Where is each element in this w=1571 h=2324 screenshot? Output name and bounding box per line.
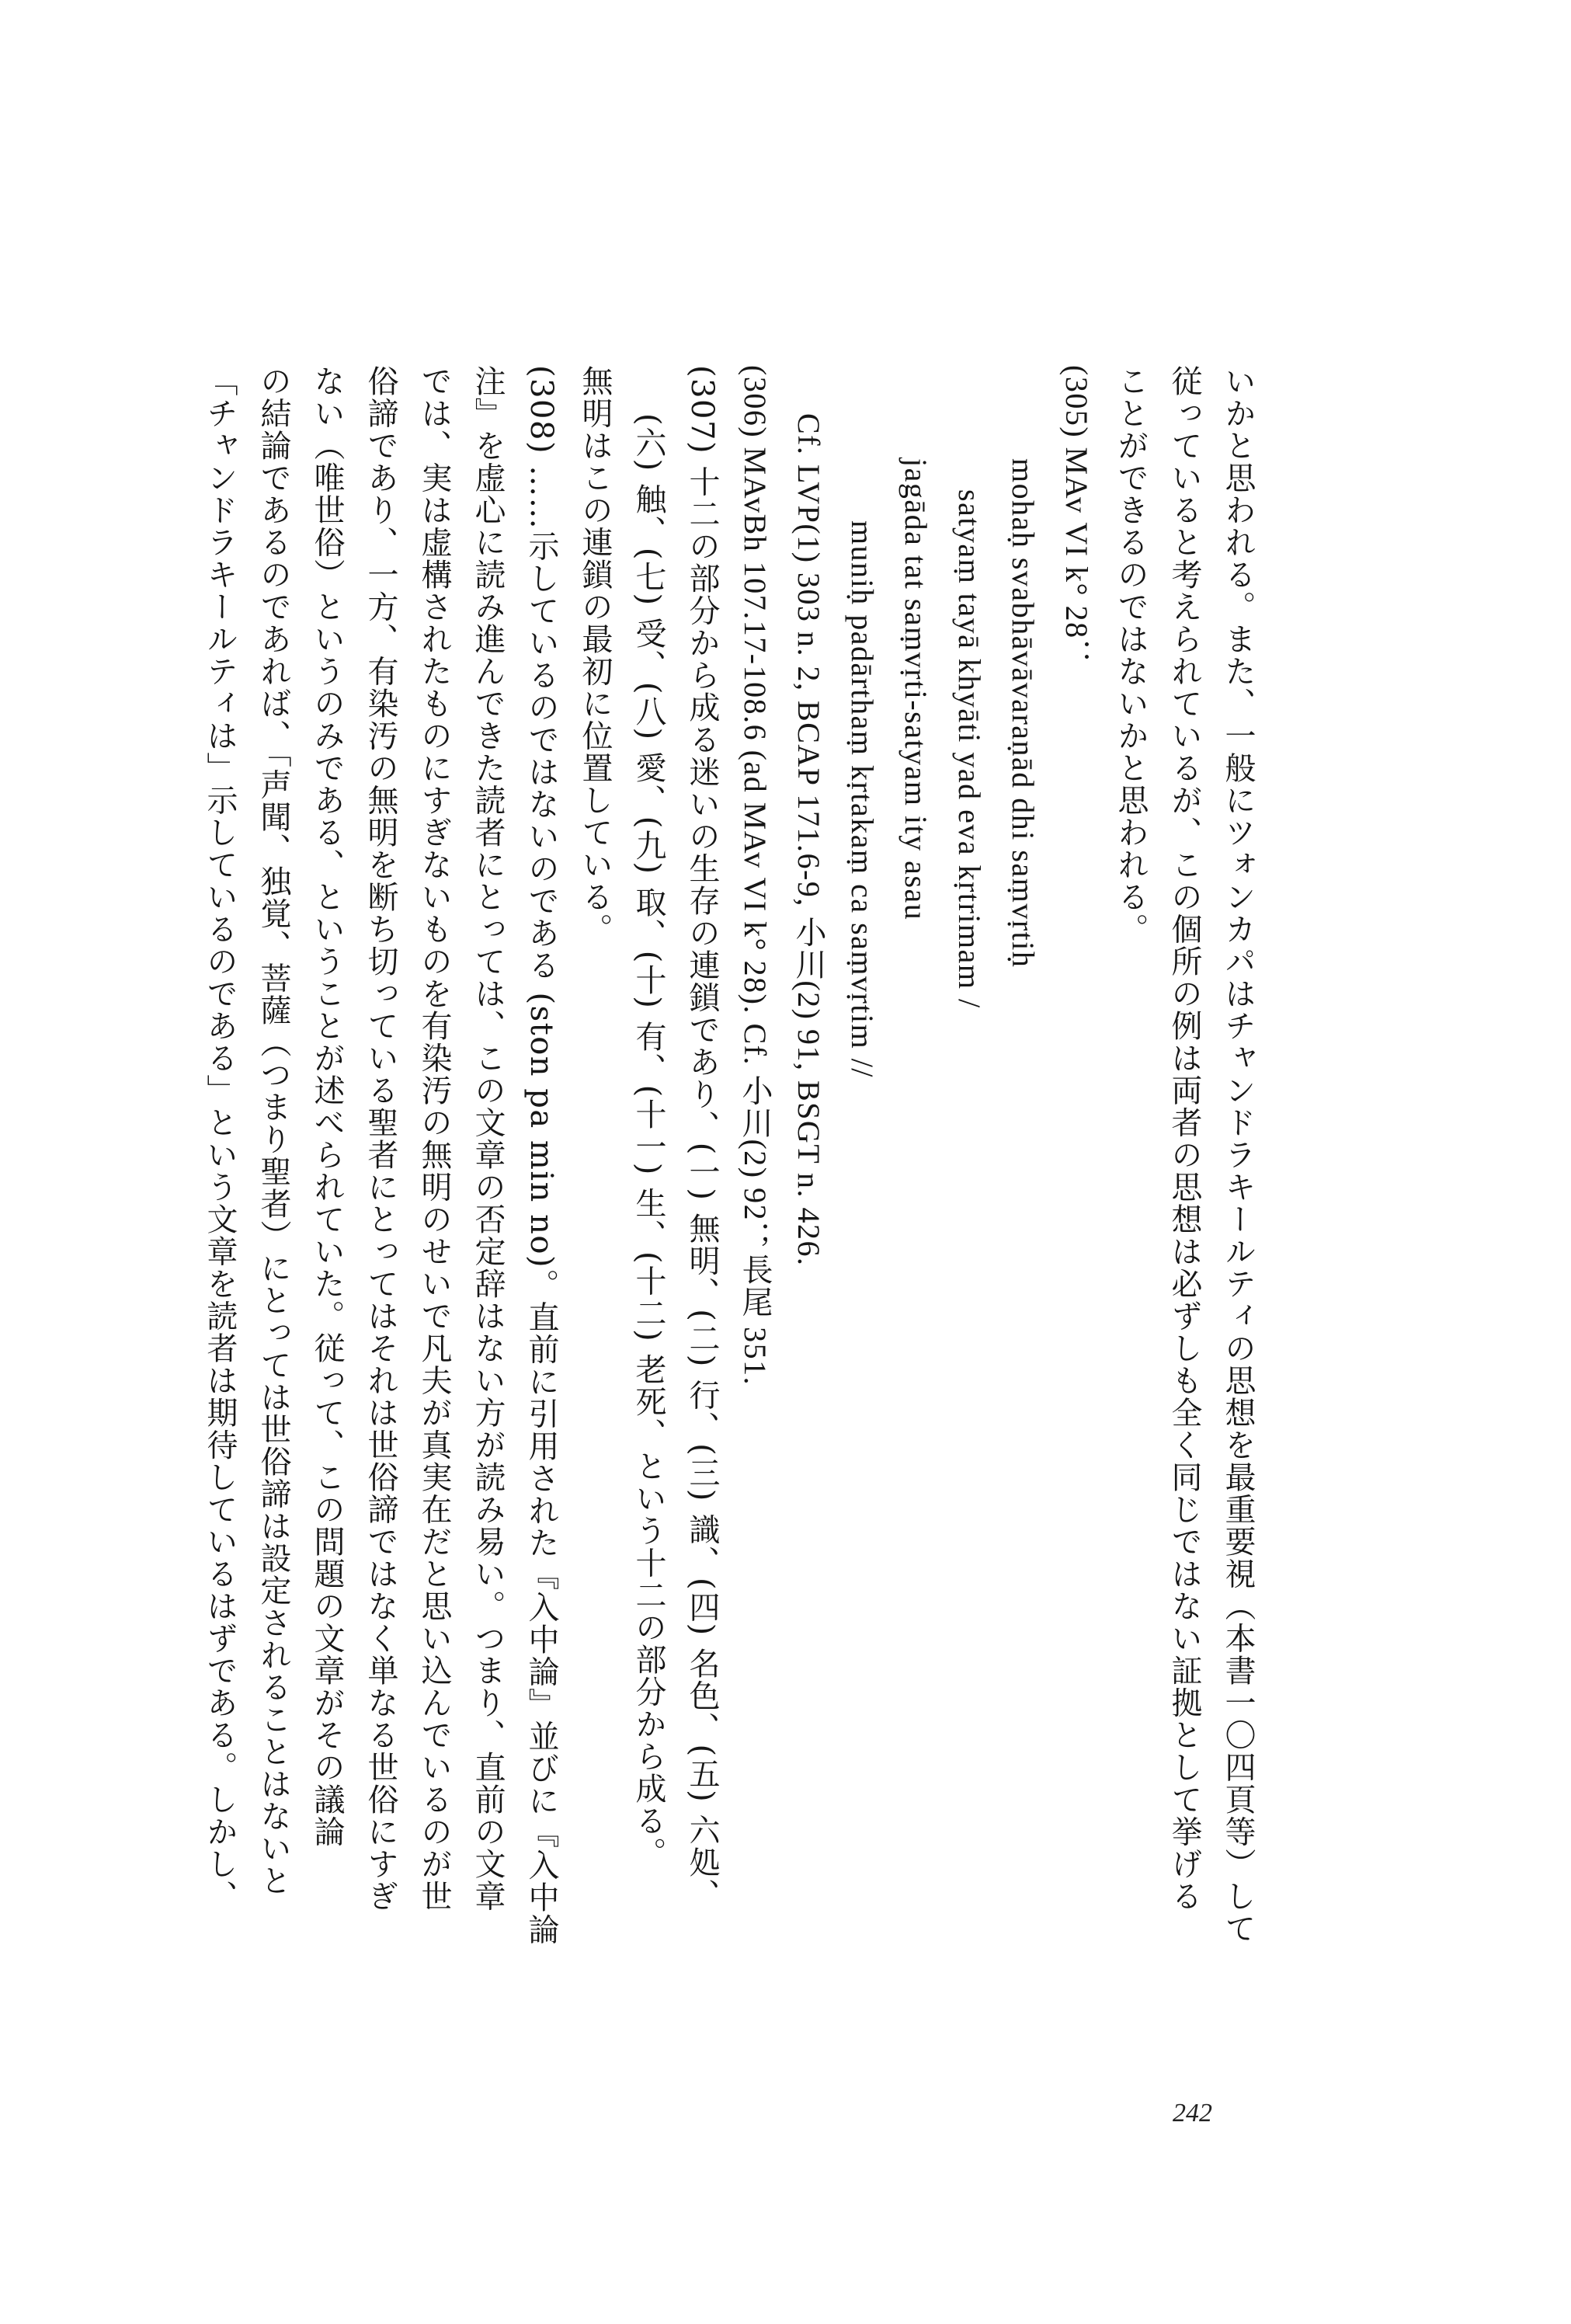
verse-line-4: muniḥ padārthaṃ kṛtakaṃ ca saṃvṛtim // [845, 520, 880, 1078]
text-line: の結論であるのであれば、「声聞、独覚、菩薩（つまり聖者）にとっては世俗諦は設定されることはないと [255, 365, 291, 1897]
text-line: ことができるのではないかと思われる。 [1113, 365, 1149, 945]
text-line: ない（唯世俗）というのみである、ということが述べられていた。従って、この問題の文章がその議論 [309, 365, 345, 1848]
text-line: 従っていると考えられているが、この個所の例は両者の思想は必ずしも全く同じではない証拠として挙げる [1166, 365, 1202, 1912]
text-line: (六) 触、(七) 受、(八) 愛、(九) 取、(十) 有、(十一) 生、(十二) 老死、という十二の部分から成る。 [631, 413, 666, 1870]
note-307: (307) 十二の部分から成る迷いの生存の連鎖であり、(一) 無明、(二) 行、(三) 識、(四) 名色、(五) 六処、 [684, 365, 720, 1911]
note-308: (308) ……示しているのではないのである (ston pa min no)。直前に引用された『入中論』並びに『入中論 [523, 365, 559, 1946]
text-line: 注』を虚心に読み進んできた読者にとっては、この文章の否定辞はない方が読み易い。つまり、直前の文章 [470, 365, 506, 1912]
footnote-text-block [193, 365, 1264, 2097]
note-306: (306) MAvBh 107.17-108.6 (ad MAv VI k° 28). Cf. 小川(2) 92；長尾 351. [738, 365, 773, 1386]
verse-line-2: satyaṃ tayā khyāti yad eva kṛtrimam / [952, 489, 987, 1009]
text-line: 「チャンドラキールティは」示しているのである」という文章を読者は期待しているはずである。しかし、 [202, 365, 238, 1912]
text-line: いかと思われる。また、一般にツォンカパはチャンドラキールティの思想を最重要視（本書一〇四頁等）して [1220, 365, 1256, 1945]
text-line: 無明はこの連鎖の最初に位置している。 [577, 365, 613, 945]
note-305-cf: Cf. LVP(1) 303 n. 2, BCAP 171.6-9, 小川(2) 91, BSGT n. 426. [791, 413, 826, 1267]
note-305-heading: (305) MAv VI k° 28： [1059, 365, 1094, 672]
page-number: 242 [1173, 2099, 1212, 2127]
text-line: では、実は虚構されたものにすぎないものを有染汚の無明のせいで凡夫が真実在だと思い込んでいるのが世 [416, 365, 452, 1912]
verse-line-3: jagāda tat saṃvṛti-satyam ity asau [898, 458, 933, 921]
text-line: 俗諦であり、一方、有染汚の無明を断ち切っている聖者にとってはそれは世俗諦ではなく単なる世俗にすぎ [363, 365, 398, 1912]
verse-line-1: mohaḥ svabhāvāvaraṇād dhi saṃvṛtiḥ [1006, 458, 1041, 969]
